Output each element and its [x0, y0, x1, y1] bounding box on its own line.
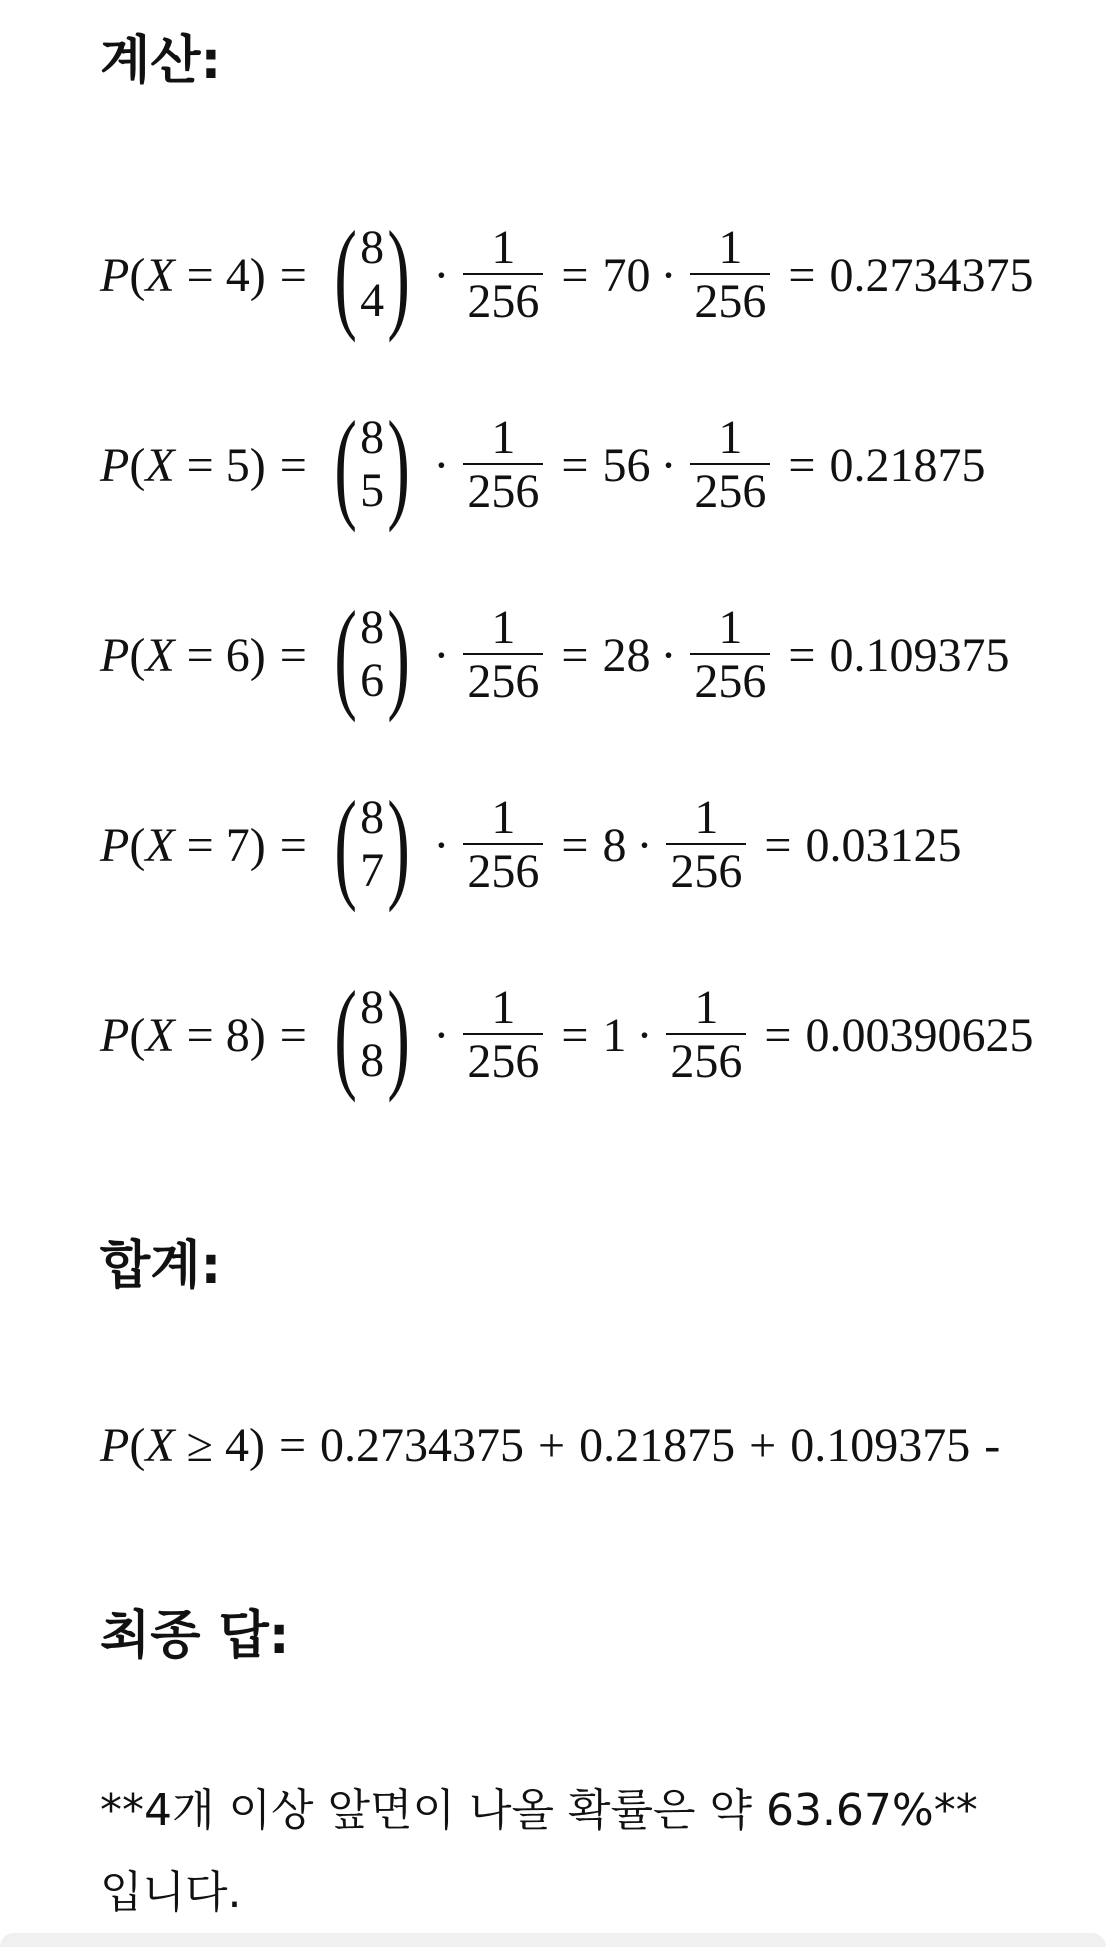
equation-row: P(X = 7) = ( 8 7 ) · $\frac{1}{256}$ = 8 · $\frac{1}{256}$ = 0.03125 — [100, 776, 962, 913]
sum-lhs: P(X ≥ 4) — [100, 1418, 265, 1472]
binomial-coefficient: ( 8 8 ) — [334, 966, 411, 1103]
coefficient: 56 — [602, 438, 651, 492]
fraction: $\frac{1}{256}$ — [463, 983, 543, 1088]
fraction: $\frac{1}{256}$ — [690, 413, 770, 518]
binomial-coefficient: ( 8 7 ) — [334, 776, 411, 913]
binom-k: 5 — [360, 464, 385, 517]
answer-line-1: **4개 이상 앞면이 나올 확률은 약 63.67%** — [100, 1785, 978, 1836]
binom-n: 8 — [360, 601, 385, 655]
sum-equation: P(X ≥ 4) = 0.2734375 + 0.21875 + 0.109375 - — [100, 1418, 1001, 1472]
equation-row: P(X = 8) = ( 8 8 ) · $\frac{1}{256}$ = 1 · $\frac{1}{256}$ = 0.00390625 — [100, 966, 1034, 1103]
binom-n: 8 — [360, 791, 385, 845]
equation-row: P(X = 4) = ( 8 4 ) · $\frac{1}{256}$ = 70 · $\frac{1}{256}$ = 0.2734375 — [100, 206, 1034, 343]
fraction: $\frac{1}{256}$ — [463, 793, 543, 898]
equation-lhs: P(X = 8) — [100, 1008, 266, 1062]
binom-n: 8 — [360, 411, 385, 465]
equation-result: 0.00390625 — [805, 1008, 1034, 1062]
binom-k: 8 — [360, 1034, 385, 1087]
coefficient: 70 — [602, 248, 651, 302]
equation-row: P(X = 6) = ( 8 6 ) · $\frac{1}{256}$ = 28 · $\frac{1}{256}$ = 0.109375 — [100, 586, 1010, 723]
fraction: $\frac{1}{256}$ — [690, 603, 770, 708]
fraction: $\frac{1}{256}$ — [666, 983, 746, 1088]
coefficient: 1 — [602, 1008, 627, 1062]
equation-row: P(X = 5) = ( 8 5 ) · $\frac{1}{256}$ = 56 · $\frac{1}{256}$ = 0.21875 — [100, 396, 986, 533]
fraction: $\frac{1}{256}$ — [690, 223, 770, 328]
fraction: $\frac{1}{256}$ — [463, 413, 543, 518]
equation-lhs: P(X = 7) — [100, 818, 266, 872]
equation-lhs: P(X = 6) — [100, 628, 266, 682]
sum-term-3: 0.109375 — [790, 1418, 971, 1472]
binom-n: 8 — [360, 221, 385, 275]
bottom-sheet-edge — [0, 1933, 1106, 1947]
equation-result: 0.21875 — [829, 438, 986, 492]
binom-n: 8 — [360, 981, 385, 1035]
total-heading: 합계: — [100, 1236, 222, 1296]
equation-result: 0.03125 — [805, 818, 962, 872]
binomial-coefficient: ( 8 5 ) — [334, 396, 411, 533]
equation-result: 0.109375 — [829, 628, 1010, 682]
sum-term-4: - — [984, 1418, 1001, 1472]
answer-line-2: 입니다. — [100, 1867, 242, 1918]
calc-heading: 계산: — [100, 31, 222, 91]
fraction: $\frac{1}{256}$ — [463, 223, 543, 328]
coefficient: 28 — [602, 628, 651, 682]
final-answer — [100, 1770, 1060, 1934]
coefficient: 8 — [602, 818, 627, 872]
equation-lhs: P(X = 4) — [100, 248, 266, 302]
sum-term-2: 0.21875 — [579, 1418, 736, 1472]
fraction: $\frac{1}{256}$ — [666, 793, 746, 898]
binom-k: 4 — [360, 274, 385, 327]
binomial-coefficient: ( 8 6 ) — [334, 586, 411, 723]
fraction: $\frac{1}{256}$ — [463, 603, 543, 708]
equation-result: 0.2734375 — [829, 248, 1034, 302]
binom-k: 6 — [360, 654, 385, 707]
sum-term-1: 0.2734375 — [320, 1418, 525, 1472]
final-heading: 최종 답: — [100, 1606, 290, 1666]
binom-k: 7 — [360, 844, 385, 897]
equation-lhs: P(X = 5) — [100, 438, 266, 492]
binomial-coefficient: ( 8 4 ) — [334, 206, 411, 343]
